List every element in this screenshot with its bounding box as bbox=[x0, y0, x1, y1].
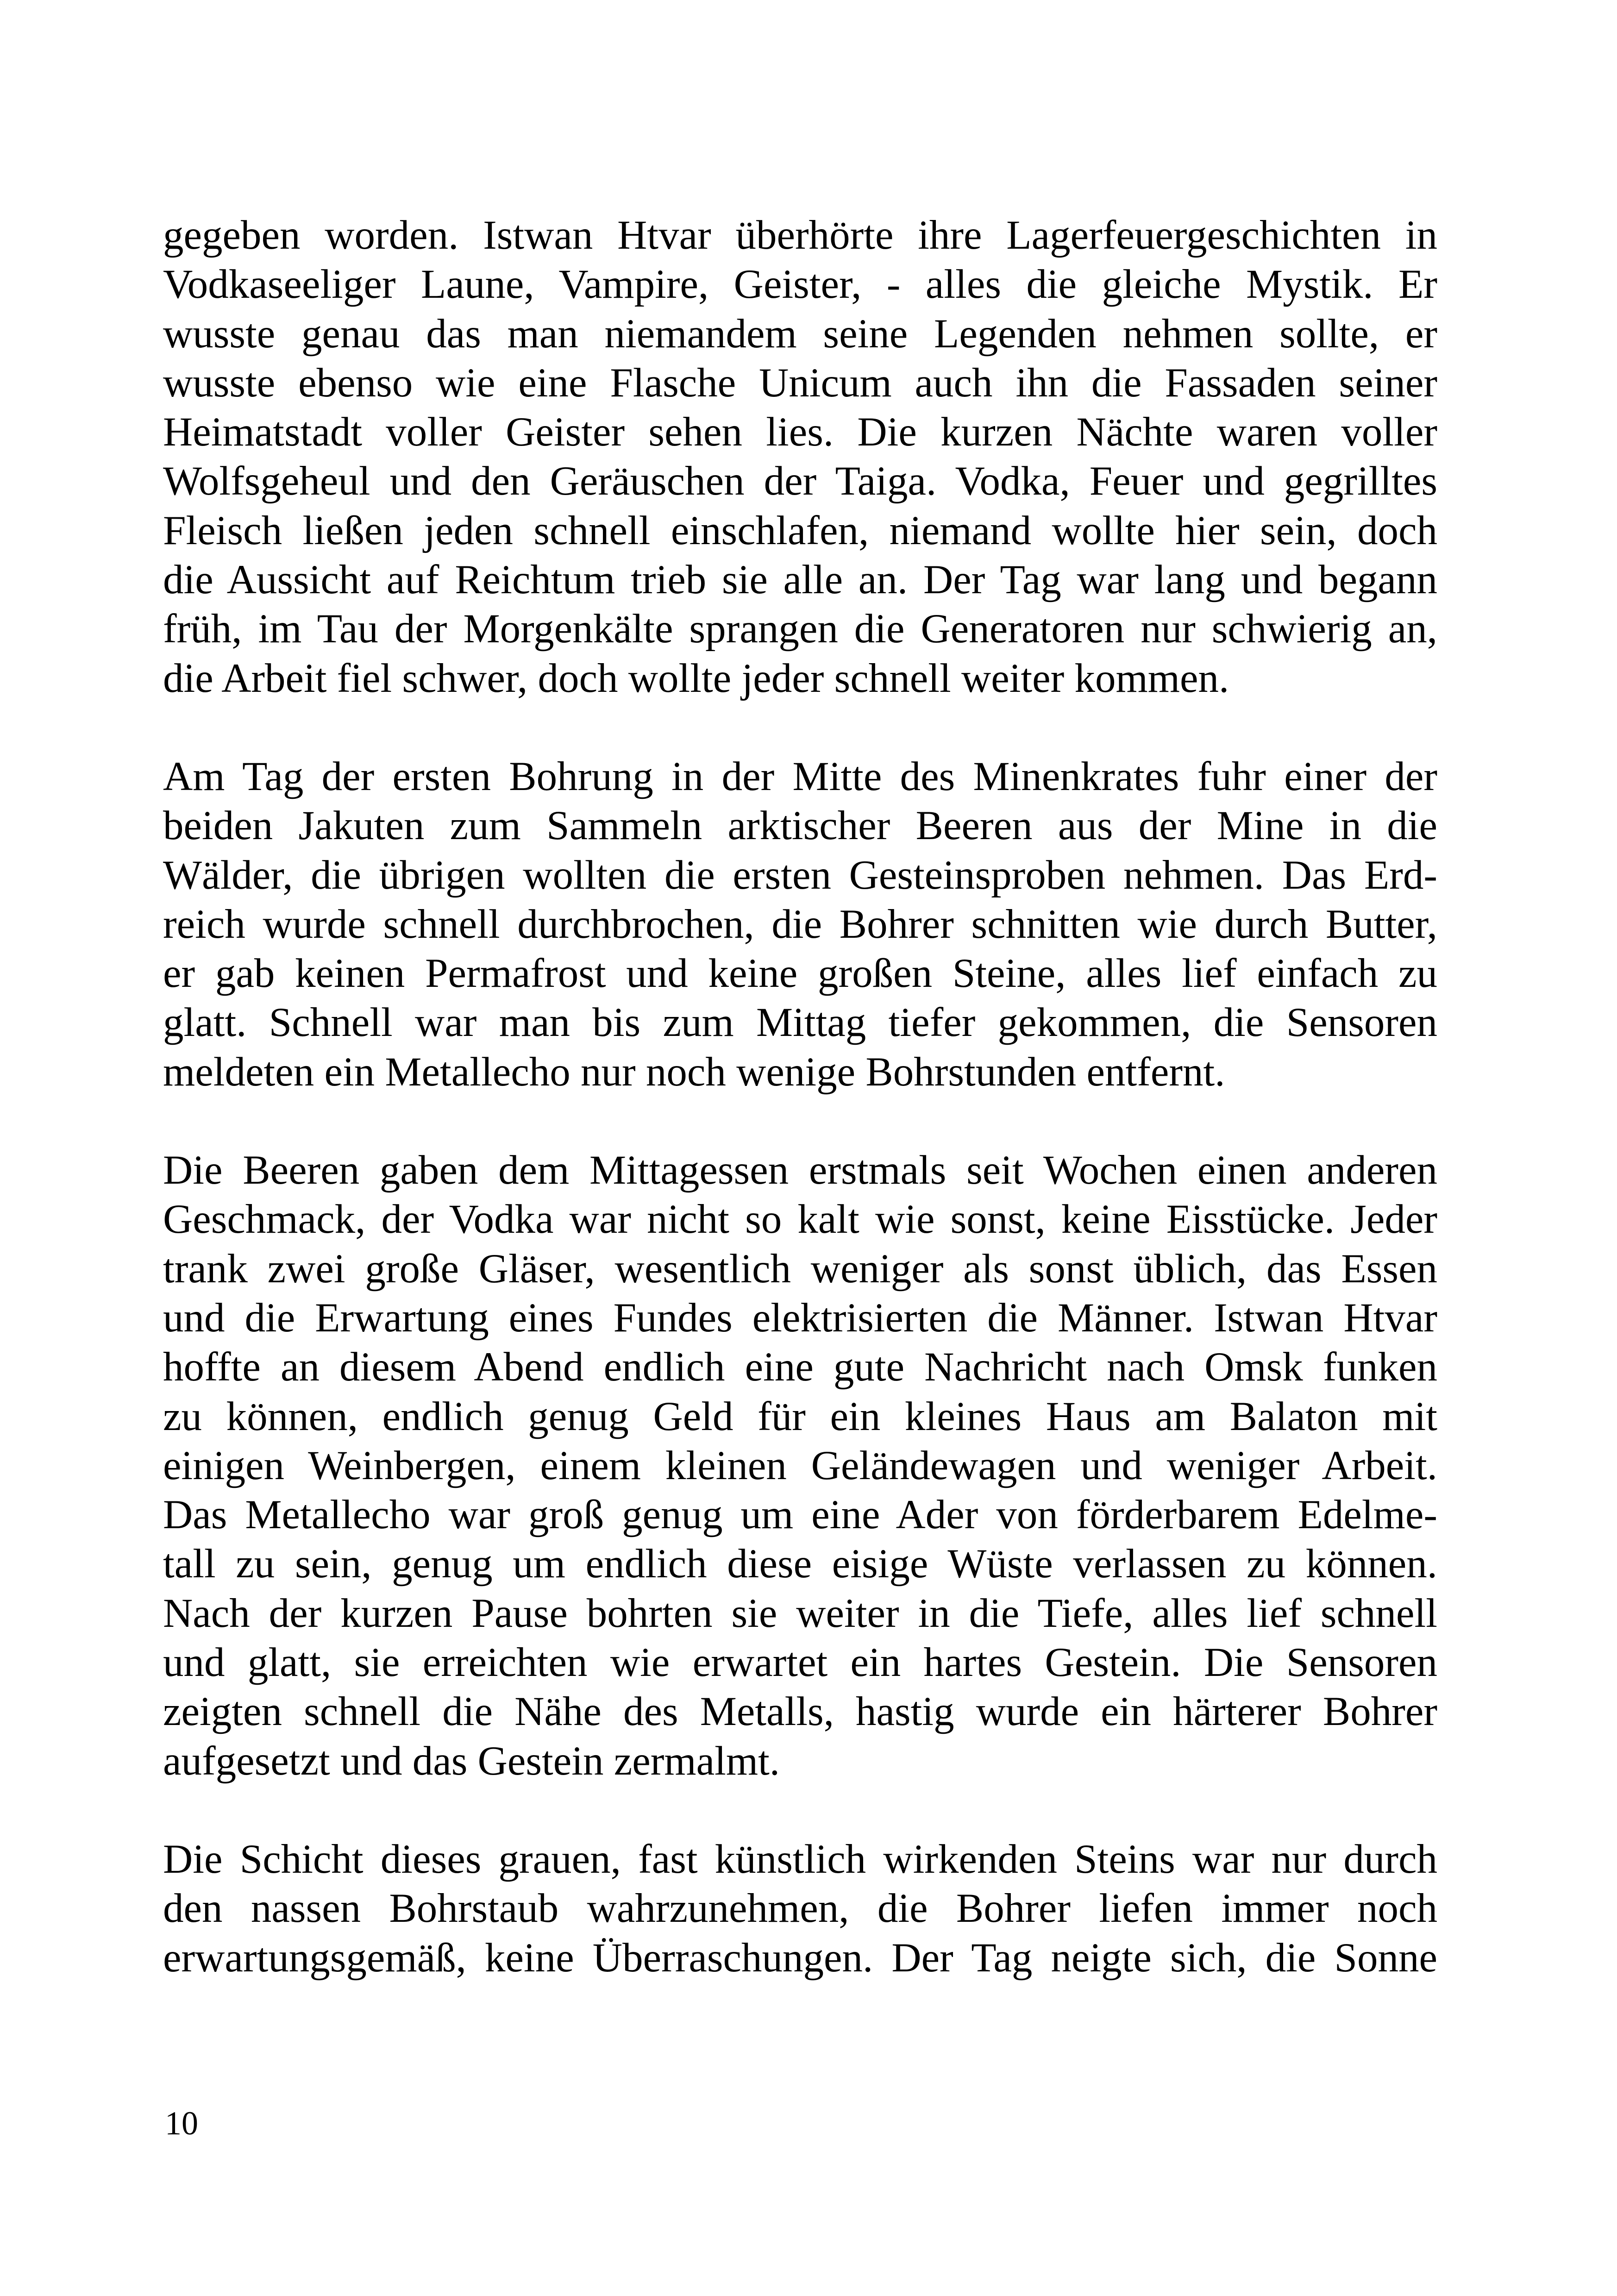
text-line: glatt. Schnell war man bis zum Mittag tiefer gekommen, die Sensoren bbox=[163, 1000, 1437, 1046]
paragraph bbox=[163, 752, 1437, 1097]
text-line: einigen Weinbergen, einem kleinen Geländewagen und weniger Arbeit. bbox=[163, 1443, 1437, 1488]
text-line: Die Beeren gaben dem Mittagessen erstmals seit Wochen einen anderen bbox=[163, 1148, 1437, 1193]
text-line: beiden Jakuten zum Sammeln arktischer Beeren aus der Mine in die bbox=[163, 803, 1437, 849]
text-line: gegeben worden. Istwan Htvar überhörte ihre Lagerfeuergeschichten in bbox=[163, 213, 1437, 258]
text-line: Wolfsgeheul und den Geräuschen der Taiga. Vodka, Feuer und gegrilltes bbox=[163, 458, 1437, 504]
text-line: die Aussicht auf Reichtum trieb sie alle an. Der Tag war lang und begann bbox=[163, 557, 1437, 603]
paragraph bbox=[163, 1146, 1437, 1786]
paragraph bbox=[163, 1835, 1437, 1982]
text-line: meldeten ein Metallecho nur noch wenige Bohrstunden entfernt. bbox=[163, 1049, 1225, 1095]
page-number: 10 bbox=[165, 2105, 198, 2142]
text-line: Geschmack, der Vodka war nicht so kalt wie sonst, keine Eisstücke. Jeder bbox=[163, 1197, 1437, 1242]
text-line: zeigten schnell die Nähe des Metalls, hastig wurde ein härterer Bohrer bbox=[163, 1689, 1437, 1735]
body-text bbox=[163, 211, 1437, 2032]
text-line: wusste ebenso wie eine Flasche Unicum auch ihn die Fassaden seiner bbox=[163, 360, 1437, 406]
text-line: wusste genau das man niemandem seine Legenden nehmen sollte, er bbox=[163, 311, 1437, 357]
text-line: reich wurde schnell durchbrochen, die Bohrer schnitten wie durch Butter, bbox=[163, 901, 1437, 947]
text-line: tall zu sein, genug um endlich diese eisige Wüste verlassen zu können. bbox=[163, 1541, 1437, 1587]
text-line: Vodkaseeliger Laune, Vampire, Geister, - alles die gleiche Mystik. Er bbox=[163, 262, 1437, 307]
text-line: Nach der kurzen Pause bohrten sie weiter in die Tiefe, alles lief schnell bbox=[163, 1590, 1437, 1636]
text-line: Fleisch ließen jeden schnell einschlafen, niemand wollte hier sein, doch bbox=[163, 508, 1437, 553]
text-line: und glatt, sie erreichten wie erwartet ein hartes Gestein. Die Sensoren bbox=[163, 1640, 1437, 1686]
text-line: erwartungsgemäß, keine Überraschungen. Der Tag neigte sich, die Sonne bbox=[163, 1935, 1437, 1981]
text-line: hoffte an diesem Abend endlich eine gute Nachricht nach Omsk funken bbox=[163, 1344, 1437, 1390]
text-line: er gab keinen Permafrost und keine großen Steine, alles lief einfach zu bbox=[163, 951, 1437, 997]
paragraph bbox=[163, 211, 1437, 703]
text-line: früh, im Tau der Morgenkälte sprangen die Generatoren nur schwierig an, bbox=[163, 606, 1437, 652]
text-line: Die Schicht dieses grauen, fast künstlich wirkenden Steins war nur durch bbox=[163, 1836, 1437, 1882]
text-line: den nassen Bohrstaub wahrzunehmen, die Bohrer liefen immer noch bbox=[163, 1886, 1437, 1932]
text-line: Wälder, die übrigen wollten die ersten Gesteinsproben nehmen. Das Erd- bbox=[163, 852, 1437, 898]
text-line: trank zwei große Gläser, wesentlich weniger als sonst üblich, das Essen bbox=[163, 1246, 1437, 1292]
text-line: aufgesetzt und das Gestein zermalmt. bbox=[163, 1738, 780, 1784]
text-line: die Arbeit fiel schwer, doch wollte jeder schnell weiter kommen. bbox=[163, 655, 1229, 701]
text-line: Heimatstadt voller Geister sehen lies. Die kurzen Nächte waren voller bbox=[163, 409, 1437, 455]
text-line: Am Tag der ersten Bohrung in der Mitte des Minenkrates fuhr einer der bbox=[163, 753, 1437, 799]
text-line: zu können, endlich genug Geld für ein kleines Haus am Balaton mit bbox=[163, 1393, 1437, 1439]
text-line: Das Metallecho war groß genug um eine Ader von förderbarem Edelme- bbox=[163, 1492, 1437, 1538]
text-line: und die Erwartung eines Fundes elektrisierten die Männer. Istwan Htvar bbox=[163, 1295, 1437, 1341]
